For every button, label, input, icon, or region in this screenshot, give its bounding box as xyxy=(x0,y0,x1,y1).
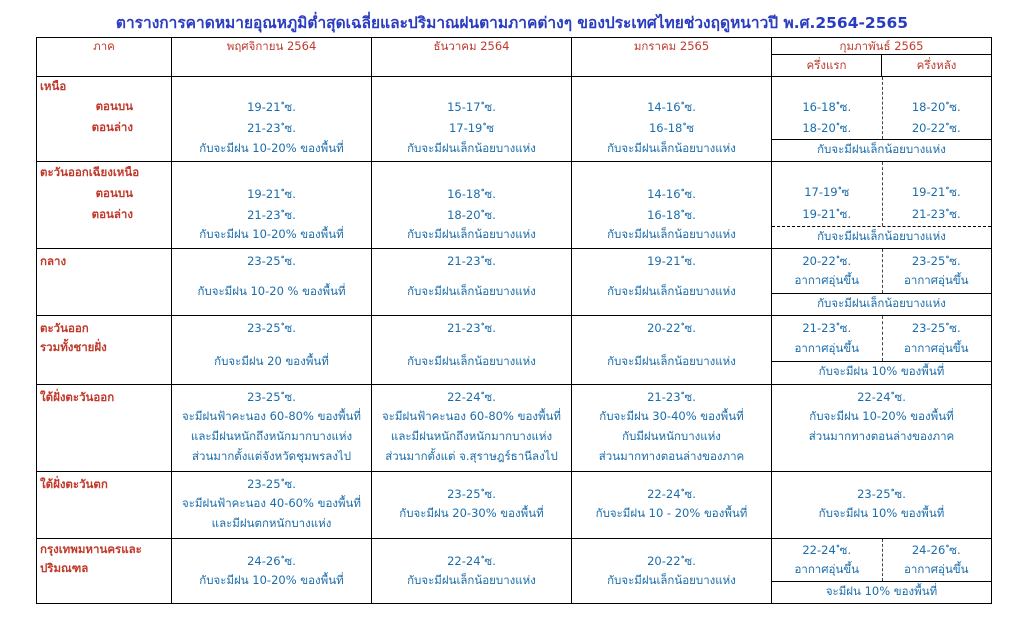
header-dec: ธันวาคม 2564 xyxy=(372,38,572,77)
temp-upper: 16-18 ํซ. xyxy=(802,100,852,114)
temp-upper: 19-21 ํซ. xyxy=(911,185,961,199)
temp-upper: 15-17 ํซ. xyxy=(447,100,496,114)
temp-value: 23-25 ํซ. xyxy=(247,254,296,268)
temp-upper: 19-21 ํซ. xyxy=(247,187,296,201)
rain-note: กับจะมีฝน 10-20% ของพื้นที่ xyxy=(199,573,344,587)
rain-note: กับจะมีฝนเล็กน้อยบางแห่ง xyxy=(607,284,736,298)
temp-value: 19-21 ํซ. xyxy=(647,254,696,268)
rain-note: กับจะมีฝน 30-40% ของพื้นที่ xyxy=(599,409,744,423)
temp-lower: 21-23 ํซ. xyxy=(911,207,961,221)
table-row xyxy=(37,77,992,162)
rain-note: กับจะมีฝน 10-20% ของพื้นที่ xyxy=(199,227,344,241)
rain-note: กับจะมีฝนเล็กน้อยบางแห่ง xyxy=(407,227,536,241)
forecast-table xyxy=(36,37,992,604)
temp-lower: 18-20 ํซ. xyxy=(447,208,496,222)
rain-note: กับจะมีฝน 10% ของพื้นที่ xyxy=(818,364,945,378)
rain-note: กับจะมีฝนเล็กน้อยบางแห่ง xyxy=(817,142,946,156)
temp-value: 23-25 ํซ. xyxy=(247,477,296,491)
temp-value: 23-25 ํซ. xyxy=(247,390,296,404)
temp-value: 21-23 ํซ. xyxy=(447,254,496,268)
subregion-upper: ตอนบน xyxy=(95,99,133,113)
rain-note: กับจะมีฝน 10% ของพื้นที่ xyxy=(818,506,945,520)
region-label: กลาง xyxy=(40,254,67,268)
rain-note: กับจะมีฝนเล็กน้อยบางแห่ง xyxy=(817,296,946,310)
temp-lower: 18-20 ํซ. xyxy=(802,121,852,135)
rain-note: กับจะมีฝนเล็กน้อยบางแห่ง xyxy=(607,573,736,587)
weather-note: อากาศอุ่นขึ้น xyxy=(903,273,969,287)
rain-note: กับจะมีฝนเล็กน้อยบางแห่ง xyxy=(817,229,946,243)
temp-value: 22-24 ํซ. xyxy=(802,543,852,557)
table-row xyxy=(37,249,992,316)
rain-note: กับจะมีฝนเล็กน้อยบางแห่ง xyxy=(607,141,736,155)
header-feb: กุมภาพันธ์ 2565 xyxy=(772,38,992,55)
subregion-lower: ตอนล่าง xyxy=(91,120,133,134)
temp-lower: 21-23 ํซ. xyxy=(247,121,296,135)
region-label-line2: ปริมณฑล xyxy=(40,561,89,575)
rain-note: ส่วนมากทางตอนล่างของภาค xyxy=(598,449,745,463)
rain-note: กับจะมีฝน 10-20 % ของพื้นที่ xyxy=(197,284,346,298)
temp-value: 24-26 ํซ. xyxy=(911,543,961,557)
temp-value: 24-26 ํซ. xyxy=(247,554,296,568)
temp-lower: 16-18 ํซ. xyxy=(647,208,696,222)
rain-note: กับจะมีฝนเล็กน้อยบางแห่ง xyxy=(407,284,536,298)
temp-lower: 21-23 ํซ. xyxy=(247,208,296,222)
temp-lower: 17-19 ํซ xyxy=(448,121,495,135)
temp-upper: 19-21 ํซ. xyxy=(247,100,296,114)
rain-note: จะมีฝน 10% ของพื้นที่ xyxy=(825,584,938,598)
rain-note: กับมีฝนหนักบางแห่ง xyxy=(622,429,721,443)
region-label: ตะวันออก xyxy=(40,321,89,335)
rain-note: จะมีฝนฟ้าคะนอง 60-80% ของพื้นที่ xyxy=(181,409,361,423)
rain-note: กับจะมีฝน 20-30% ของพื้นที่ xyxy=(399,506,544,520)
rain-note: กับจะมีฝน 10-20% ของพื้นที่ xyxy=(809,409,954,423)
rain-note: กับจะมีฝนเล็กน้อยบางแห่ง xyxy=(407,354,536,368)
temp-value: 21-23 ํซ. xyxy=(647,390,696,404)
temp-value: 21-23 ํซ. xyxy=(802,321,852,335)
temp-value: 23-25 ํซ. xyxy=(247,321,296,335)
region-label: ใต้ฝั่งตะวันตก xyxy=(40,477,108,491)
temp-value: 23-25 ํซ. xyxy=(857,487,906,501)
header-jan: มกราคม 2565 xyxy=(572,38,772,77)
weather-note: อากาศอุ่นขึ้น xyxy=(794,273,860,287)
rain-note: ส่วนมากตั้งแต่จังหวัดชุมพรลงไป xyxy=(191,449,352,463)
region-label-line2: รวมทั้งชายฝั่ง xyxy=(40,340,107,354)
temp-value: 21-23 ํซ. xyxy=(447,321,496,335)
temp-upper: 14-16 ํซ. xyxy=(647,187,696,201)
table-row xyxy=(37,472,992,539)
rain-note: จะมีฝนฟ้าคะนอง 60-80% ของพื้นที่ xyxy=(381,409,561,423)
rain-note: และมีฝนหนักถึงหนักมากบางแห่ง xyxy=(390,429,553,443)
rain-note: กับจะมีฝน 10 - 20% ของพื้นที่ xyxy=(595,506,748,520)
region-label: ใต้ฝั่งตะวันออก xyxy=(40,390,115,404)
temp-value: 20-22 ํซ. xyxy=(647,321,696,335)
rain-note: และมีฝนตกหนักบางแห่ง xyxy=(211,516,332,530)
temp-value: 22-24 ํซ. xyxy=(857,390,906,404)
temp-value: 20-22 ํซ. xyxy=(647,554,696,568)
subregion-lower: ตอนล่าง xyxy=(91,207,133,221)
page-title: ตารางการคาดหมายอุณหภูมิต่ำสุดเฉลี่ยและปริมาณฝนตามภาคต่างๆ ของประเทศไทยช่วงฤดูหนาวปี พ.ศ.2564-2565 xyxy=(115,14,909,32)
weather-note: อากาศอุ่นขึ้น xyxy=(903,341,969,355)
rain-note: กับจะมีฝนเล็กน้อยบางแห่ง xyxy=(407,573,536,587)
rain-note: กับจะมีฝนเล็กน้อยบางแห่ง xyxy=(407,141,536,155)
temp-value: 20-22 ํซ. xyxy=(802,254,852,268)
rain-note: และมีฝนหนักถึงหนักมากบางแห่ง xyxy=(190,429,353,443)
table-row xyxy=(37,316,992,385)
temp-value: 22-24 ํซ. xyxy=(647,487,696,501)
region-label: เหนือ xyxy=(40,79,67,93)
temp-value: 23-25 ํซ. xyxy=(447,487,496,501)
weather-note: อากาศอุ่นขึ้น xyxy=(794,562,860,576)
rain-note: กับจะมีฝนเล็กน้อยบางแห่ง xyxy=(607,354,736,368)
temp-upper: 17-19 ํซ xyxy=(804,185,850,199)
rain-note: กับจะมีฝน 20 ของพื้นที่ xyxy=(214,354,329,368)
header-feb-second-half: ครึ่งหลัง xyxy=(882,55,992,77)
rain-note: ส่วนมากตั้งแต่ จ.สุราษฎร์ธานีลงไป xyxy=(385,449,558,463)
rain-note: กับจะมีฝน 10-20% ของพื้นที่ xyxy=(199,141,344,155)
temp-lower: 20-22 ํซ. xyxy=(911,121,961,135)
table-row xyxy=(37,539,992,604)
table-row xyxy=(37,162,992,249)
rain-note: ส่วนมากทางตอนล่างของภาค xyxy=(808,429,955,443)
temp-upper: 14-16 ํซ. xyxy=(647,100,696,114)
table-row xyxy=(37,385,992,472)
header-feb-first-half: ครึ่งแรก xyxy=(772,55,882,77)
region-label: กรุงเทพมหานครและ xyxy=(40,542,142,556)
header-region: ภาค xyxy=(37,38,172,77)
temp-upper: 18-20 ํซ. xyxy=(911,100,961,114)
temp-lower: 16-18 ํซ xyxy=(648,121,695,135)
temp-value: 23-25 ํซ. xyxy=(911,254,961,268)
weather-note: อากาศอุ่นขึ้น xyxy=(903,562,969,576)
region-label: ตะวันออกเฉียงเหนือ xyxy=(40,165,140,179)
weather-note: อากาศอุ่นขึ้น xyxy=(794,341,860,355)
temp-value: 22-24 ํซ. xyxy=(447,390,496,404)
temp-value: 23-25 ํซ. xyxy=(911,321,961,335)
header-nov: พฤศจิกายน 2564 xyxy=(172,38,372,77)
temp-value: 22-24 ํซ. xyxy=(447,554,496,568)
rain-note: กับจะมีฝนเล็กน้อยบางแห่ง xyxy=(607,227,736,241)
rain-note: จะมีฝนฟ้าคะนอง 40-60% ของพื้นที่ xyxy=(181,496,361,510)
temp-upper: 16-18 ํซ. xyxy=(447,187,496,201)
subregion-upper: ตอนบน xyxy=(95,186,133,200)
temp-lower: 19-21 ํซ. xyxy=(802,207,852,221)
